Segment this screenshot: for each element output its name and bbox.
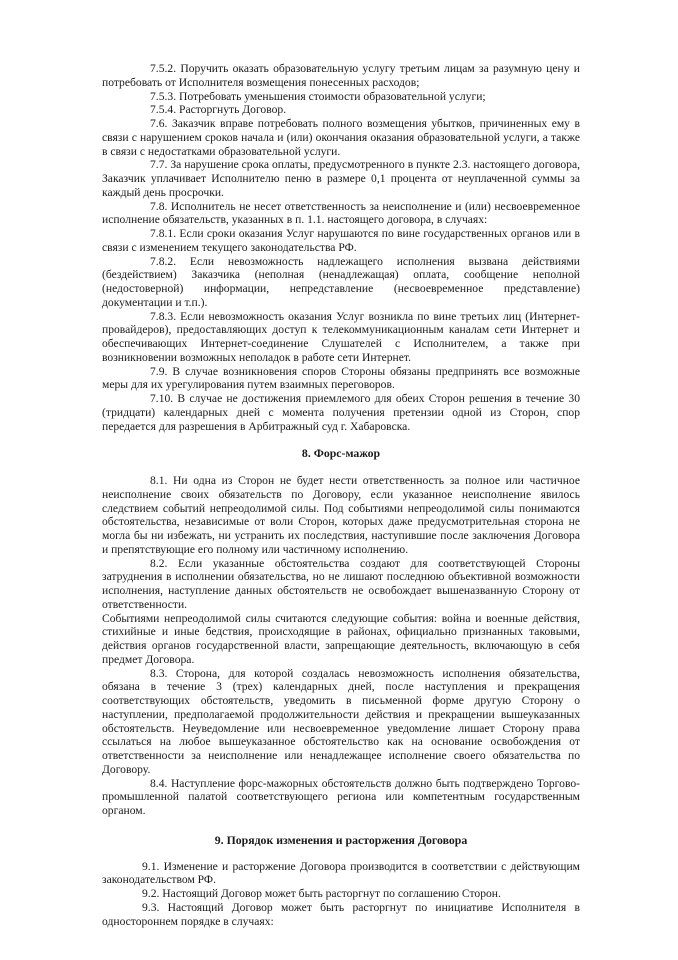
clause-text: Ни одна из Сторон не будет нести ответственность за полное или частичное неисполнение своих обязательств по Договору, если указанное неисполнение явилось следствием событий непреодолимой силы. Под событиями непреодолимой силы понимаются обстоятельства, независимые от воли Сторон, которых даже предусмотрительная сторона не могла бы ни избежать, ни устранить их последствия, наступившие после заключения Договора и препятствующие его полному или частичному исполнению. xyxy=(102,474,580,556)
clause-8-2 xyxy=(102,557,580,612)
clause-text: Поручить оказать образовательную услугу третьим лицам за разумную цену и потребовать от Исполнителя возмещения понесенных расходов; xyxy=(102,62,580,89)
clause-number: 7.8. xyxy=(150,199,168,213)
clause-number: 7.8.3. xyxy=(150,309,177,323)
clause-text: Расторгнуть Договор. xyxy=(179,103,287,117)
clause-number: 8.1. xyxy=(150,474,168,487)
clause-8-3 xyxy=(102,667,580,777)
clause-7-5-2 xyxy=(102,62,580,90)
clause-7-7 xyxy=(102,158,580,199)
clause-number: 7.8.1. xyxy=(150,227,177,240)
clause-text: В случае не достижения приемлемого для обеих Сторон решения в течение 30 (тридцати) календарных дней с момента получения претензии одной из Сторон, спор передается для разрешения в Арбитражный суд г. Хабаровска. xyxy=(102,392,580,433)
clause-text: Настоящий Договор может быть расторгнут по соглашению Сторон. xyxy=(162,887,501,900)
clause-text: Событиями непреодолимой силы считаются следующие события: война и военные действия, стихийные и иные бедствия, происходящие в районах, официально признанных таковыми, действия органов государственной власти, запрещающие деятельность, включающую в себя предмет Договора. xyxy=(102,611,580,666)
document-page xyxy=(102,62,580,928)
section-9-heading: 9. Порядок изменения и расторжения Договора xyxy=(214,832,468,847)
clause-7-8-3 xyxy=(102,310,580,365)
clause-9-1 xyxy=(102,860,580,888)
clause-number: 7.5.3. xyxy=(150,89,177,103)
section-8-heading: 8. Форс-мажор xyxy=(301,446,381,461)
clause-text: Сторона, для которой создалась невозможность исполнения обязательства, обязана в течение 3 (трех) календарных дней, после наступления и прекращения соответствующих обстоятельств, уведомить в письменной форме другую Сторону о наступлении, предполагаемой продолжительности действия и прекращении вышеуказанных обстоятельств. Неуведомление или несвоевременное уведомление лишает Сторону права ссылаться на любое вышеуказанное обстоятельство как на основание освобождения от ответственности за неисполнение или ненадлежащее исполнение своего обязательства по Договору. xyxy=(102,666,580,776)
clause-text: Настоящий Договор может быть расторгнут по инициативе Исполнителя в одностороннем порядке в случаях: xyxy=(102,900,580,928)
clause-7-8-1 xyxy=(102,227,580,255)
section-7-items xyxy=(102,62,580,433)
clause-text: В случае возникновения споров Стороны обязаны предпринять все возможные меры для их урегулирования путем взаимных переговоров. xyxy=(102,364,580,392)
clause-number: 7.10. xyxy=(150,392,174,405)
clause-7-6 xyxy=(102,117,580,158)
clause-number: 8.2. xyxy=(150,556,168,570)
clause-text: Заказчик вправе потребовать полного возмещения убытков, причиненных ему в связи с нарушением сроков начала и (или) окончания оказания образовательной услуги, а также в связи с недостатками образовательной услуги. xyxy=(102,117,580,158)
clause-text: Если сроки оказания Услуг нарушаются по вине государственных органов или в связи с изменением текущего законодательства РФ. xyxy=(102,227,580,254)
clause-number: 7.5.2. xyxy=(150,62,177,75)
clause-7-5-3 xyxy=(102,90,580,104)
clause-number: 7.8.2. xyxy=(150,254,177,268)
clause-number: 9.3. xyxy=(142,900,160,914)
clause-7-5-4 xyxy=(102,103,580,117)
clause-text: За нарушение срока оплаты, предусмотренного в пункте 2.3. настоящего договора, Заказчик уплачивает Исполнителю пеню в размере 0,1 процента от неуплаченной суммы за каждый день просрочки. xyxy=(102,158,580,199)
clause-text: Изменение и расторжение Договора производится в соответствии с действующим законодательством РФ. xyxy=(102,859,580,887)
clause-7-9 xyxy=(102,365,580,393)
section-8-items xyxy=(102,474,580,818)
clause-number: 7.7. xyxy=(150,158,168,172)
clause-number: 8.4. xyxy=(150,776,168,790)
clause-9-2 xyxy=(102,887,580,901)
clause-text: Исполнитель не несет ответственность за неисполнение и (или) несвоевременное исполнение обязательств, указанных в п. 1.1. настоящего договора, в случаях: xyxy=(102,199,580,227)
clause-text: Если невозможность надлежащего исполнения вызвана действиями (бездействием) Заказчика (неполная (ненадлежащая) оплата, сообщение неполной (недостоверной) информации, непредставление (несвоевременное представление) документации и т.п.). xyxy=(102,254,580,309)
clause-7-10 xyxy=(102,392,580,433)
clause-number: 9.2. xyxy=(142,887,160,900)
clause-number: 7.5.4. xyxy=(150,103,177,117)
clause-7-8 xyxy=(102,200,580,228)
clause-number: 7.6. xyxy=(150,117,168,130)
clause-number: 9.1. xyxy=(142,859,160,873)
clause-number: 7.9. xyxy=(150,364,168,378)
section-9-items xyxy=(102,860,580,929)
clause-number: 8.3. xyxy=(150,666,168,680)
clause-7-8-2 xyxy=(102,255,580,310)
clause-text: Потребовать уменьшения стоимости образовательной услуги; xyxy=(179,89,486,103)
clause-text: Если указанные обстоятельства создают для соответствующей Стороны затруднения в исполнении обязательства, но не лишают последнюю объективной возможности исполнения, наступление данных обстоятельств не освобождает вышеназванную Сторону от ответственности. xyxy=(102,556,580,611)
clause-9-3 xyxy=(102,901,580,929)
clause-text: Наступление форс-мажорных обстоятельств должно быть подтверждено Торгово-промышленной палатой соответствующего региона или компетентным государственным органом. xyxy=(102,776,580,817)
clause-text: Если невозможность оказания Услуг возникла по вине третьих лиц (Интернет-провайдеров), предоставляющих доступ к телекоммуникационным каналам сети Интернет и обеспечивающих Интернет-соединение Слушателей с Исполнителем, а также при возникновении возможных неполадок в работе сети Интернет. xyxy=(102,309,580,364)
clause-8-2-continued xyxy=(102,612,580,667)
clause-8-4 xyxy=(102,777,580,818)
clause-8-1 xyxy=(102,474,580,557)
